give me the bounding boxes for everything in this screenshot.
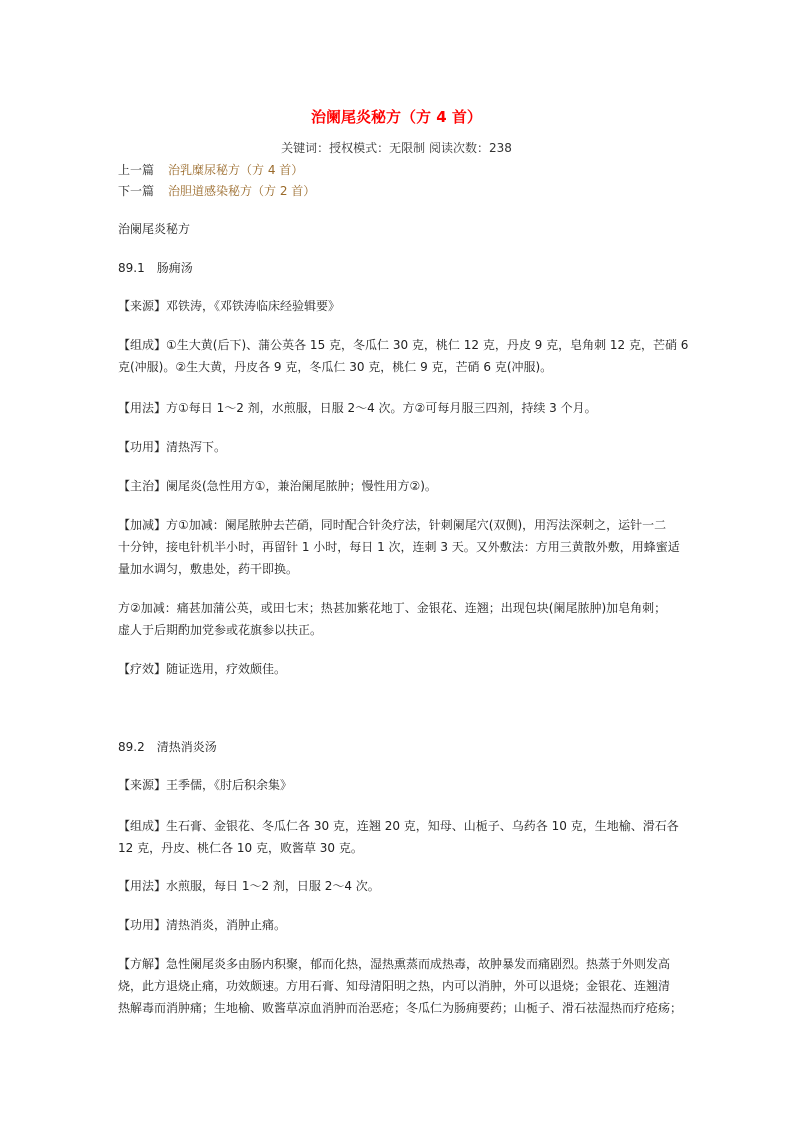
next-label: 下一篇 <box>118 184 155 198</box>
paragraph <box>118 597 678 641</box>
paragraph <box>118 774 678 796</box>
paragraph-line: 12 克，丹皮、桃仁各 10 克，败酱草 30 克。 <box>118 841 363 855</box>
paragraph <box>118 914 678 936</box>
paragraph-line: 【主治】阑尾炎(急性用方①，兼治阑尾脓肿；慢性用方②)。 <box>118 479 437 493</box>
paragraph-line: 【功用】清热消炎，消肿止痛。 <box>118 918 287 932</box>
paragraph-line: 【组成】生石膏、金银花、冬瓜仁各 30 克，连翘 20 克，知母、山栀子、乌药各 10 克，生地榆、滑石各 <box>118 819 679 833</box>
prev-article-link[interactable]: 治乳糜尿秘方（方 4 首） <box>168 163 304 177</box>
paragraph <box>118 436 678 458</box>
paragraph-line: 【组成】①生大黄(后下)、蒲公英各 15 克，冬瓜仁 30 克，桃仁 12 克，丹皮 9 克，皂角刺 12 克，芒硝 6 <box>118 338 689 352</box>
paragraph <box>118 658 678 680</box>
paragraph-line: 【功用】清热泻下。 <box>118 440 227 454</box>
paragraph-line: 【加减】方①加减：阑尾脓肿去芒硝，同时配合针灸疗法，针刺阑尾穴(双侧)，用泻法深刺之，运针一二 <box>118 518 667 532</box>
paragraph <box>118 953 683 1019</box>
paragraph-line: 十分钟，接电针机半小时，再留针 1 小时，每日 1 次，连刺 3 天。又外敷法：方用三黄散外敷，用蜂蜜适 <box>118 540 680 554</box>
next-article-link[interactable]: 治胆道感染秘方（方 2 首） <box>168 184 316 198</box>
section-title: 89.2 清热消炎汤 <box>118 740 217 754</box>
paragraph-line: 热解毒而消肿痛；生地榆、败酱草凉血消肿而治恶疮；冬瓜仁为肠痈要药；山栀子、滑石祛湿热而疗疮疡； <box>118 1001 683 1015</box>
section-title: 89.1 肠痈汤 <box>118 261 193 275</box>
prev-article <box>118 161 303 178</box>
paragraph-line: 量加水调匀，敷患处，药干即换。 <box>118 562 299 576</box>
paragraph <box>118 815 678 859</box>
paragraph <box>118 514 678 580</box>
paragraph-line: 【用法】方①每日 1～2 剂，水煎服，日服 2～4 次。方②可每月服三四剂，持续 3 个月。 <box>118 401 597 415</box>
paragraph <box>118 334 689 378</box>
paragraph-line: 【疗效】随证选用，疗效颇佳。 <box>118 662 287 676</box>
paragraph-line: 方②加减：痛甚加蒲公英，或田七末；热甚加紫花地丁、金银花、连翘；出现包块(阑尾脓肿)加皂角刺； <box>118 601 667 615</box>
paragraph-line: 【方解】急性阑尾炎多由肠内积聚，郁而化热，湿热熏蒸而成热毒，故肿暴发而痛剧烈。热蒸于外则发高 <box>118 957 671 971</box>
prev-label: 上一篇 <box>118 163 155 177</box>
paragraph-line: 烧，此方退烧止痛，功效颇速。方用石膏、知母清阳明之热，内可以消肿，外可以退烧；金银花、连翘清 <box>118 979 671 993</box>
page-title: 治阑尾炎秘方（方 4 首） <box>311 108 482 126</box>
paragraph <box>118 875 678 897</box>
paragraph <box>118 295 678 317</box>
article-heading: 治阑尾炎秘方 <box>118 222 191 236</box>
paragraph <box>118 397 678 419</box>
next-article <box>118 182 315 199</box>
paragraph-line: 【用法】水煎服，每日 1～2 剂，日服 2～4 次。 <box>118 879 380 893</box>
paragraph <box>118 475 678 497</box>
article-meta: 关键词：授权模式：无限制 阅读次数：238 <box>281 141 512 155</box>
paragraph-line: 虚人于后期酌加党参或花旗参以扶正。 <box>118 623 323 637</box>
paragraph-line: 克(冲服)。②生大黄，丹皮各 9 克，冬瓜仁 30 克，桃仁 9 克，芒硝 6 克(冲服)。 <box>118 360 553 374</box>
paragraph-line: 【来源】邓铁涛，《邓铁涛临床经验辑要》 <box>118 299 341 313</box>
paragraph-line: 【来源】王季儒，《肘后积余集》 <box>118 778 293 792</box>
